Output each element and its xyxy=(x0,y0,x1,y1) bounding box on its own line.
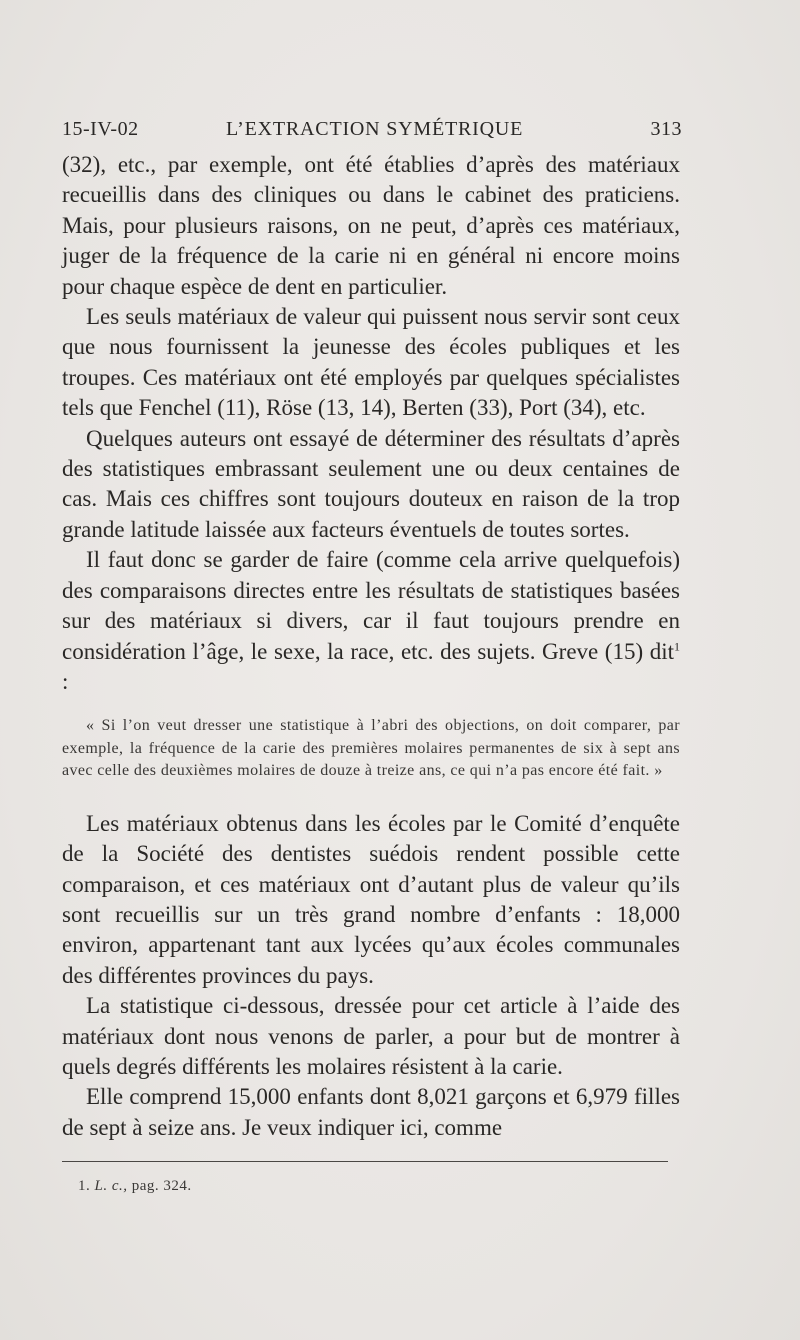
colon: : xyxy=(62,668,69,694)
body-text xyxy=(62,150,680,1143)
header-date: 15-IV-02 xyxy=(62,118,139,140)
running-header xyxy=(62,118,682,148)
paragraph xyxy=(62,545,680,697)
block-quote: « Si l’on veut dresser une statistique à l’abri des objections, on doit comparer, par exemple, la fréquence de la carie des premières molaires permanentes de six à sept ans avec celle des deuxièmes molaires de douze à treize ans, ce qui n’a pas encore été fait. » xyxy=(62,717,680,780)
header-title: L’EXTRACTION SYMÉTRIQUE xyxy=(226,118,524,140)
paragraph: La statistique ci-dessous, dressée pour cet article à l’aide des matériaux dont nous venons de parler, a pour but de montrer à quels degrés différents les molaires résistent à la carie. xyxy=(62,993,680,1080)
footnote-reference: L. c., xyxy=(94,1178,128,1194)
footnote-page: pag. 324. xyxy=(131,1178,192,1194)
footnote-number: 1. xyxy=(78,1178,91,1194)
paragraph-text: Il faut donc se garder de faire (comme cela arrive quelquefois) des comparaisons directes entre les résultats de statistiques basées sur des matériaux si divers, car il faut toujours prendre en considération l’âge, le sexe, la race, etc. des sujets. Greve (15) dit xyxy=(62,547,680,664)
footnote xyxy=(78,1178,192,1195)
paragraph: Les seuls matériaux de valeur qui puissent nous servir sont ceux que nous fournissent la jeunesse des écoles publiques et les troupes. Ces matériaux ont été employés par quelques spécialistes tels que Fenchel (11), Röse (13, 14), Berten (33), Port (34), etc. xyxy=(62,304,680,421)
footnote-rule xyxy=(62,1161,668,1162)
paragraph: (32), etc., par exemple, ont été établies d’après des matériaux recueillis dans des cliniques ou dans le cabinet des praticiens. Mais, pour plusieurs raisons, on ne peut, d’après ces matériaux, juger de la fréquence de la carie ni en général ni encore moins pour chaque espèce de dent en particulier. xyxy=(62,152,680,299)
paragraph: Quelques auteurs ont essayé de déterminer des résultats d’après des statistiques embrassant seulement une ou deux centaines de cas. Mais ces chiffres sont toujours douteux en raison de la trop grande latitude laissée aux facteurs éventuels de toutes sortes. xyxy=(62,425,680,542)
page-number: 313 xyxy=(650,118,682,140)
footnote-marker: 1 xyxy=(674,638,680,653)
paragraph: Elle comprend 15,000 enfants dont 8,021 garçons et 6,979 filles de sept à seize ans. Je veux indiquer ici, comme xyxy=(62,1084,680,1140)
paragraph: Les matériaux obtenus dans les écoles par le Comité d’enquête de la Société des dentistes suédois rendent possible cette comparaison, et ces matériaux ont d’autant plus de valeur qu’ils sont recueillis sur un très grand nombre d’enfants : 18,000 environ, appartenant tant aux lycées qu’aux écoles communales des différentes provinces du pays. xyxy=(62,810,680,988)
